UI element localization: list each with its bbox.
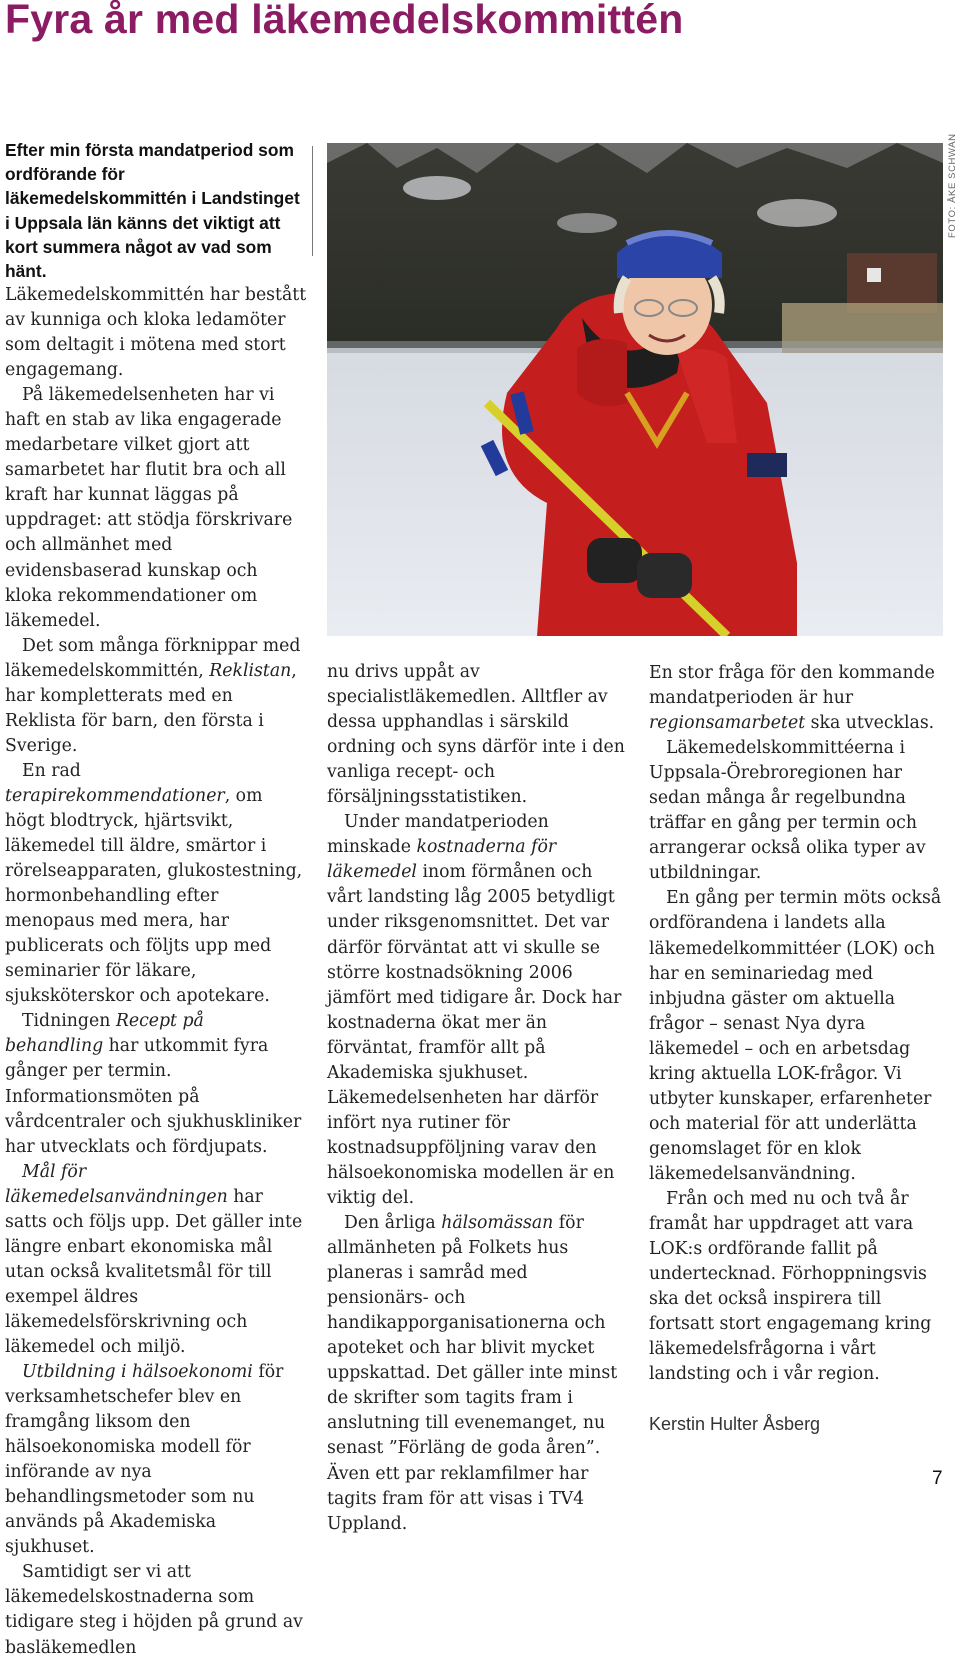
paragraph: En rad terapirekommendationer, om högt blodtryck, hjärtsvikt, läkemedel till äldre, smärtor i rörelseapparaten, glukostestning, hormonbehandling efter menopaus med mera, har publicerats och följts upp med seminarier för läkare, sjuksköterskor och apotekare.	[5, 760, 303, 1007]
body-column-1	[5, 283, 307, 1661]
paragraph: En stor fråga för den kommande mandatperioden är hur regionsamarbetet ska utvecklas.	[649, 663, 935, 734]
paragraph: Tidningen Recept på behandling har utkommit fyra gånger per termin. Informationsmöten på vårdcentraler och sjukhuskliniker har utvecklats och fördjupats.	[5, 1011, 302, 1157]
emphasis: Recept på behandling	[5, 1011, 204, 1057]
body-column-3	[649, 661, 947, 1387]
emphasis: Utbildning i hälsoekonomi	[22, 1362, 253, 1383]
article-ingress: Efter min första mandatperiod som ordförande för läkemedelskommittén i Landstinget i Uppsala län känns det viktigt att kort summera något av vad som hänt.	[5, 140, 300, 282]
body-column-2	[327, 660, 627, 1537]
photo-illustration	[327, 143, 943, 636]
emphasis: hälsomässan	[441, 1213, 554, 1234]
paragraph: Under mandatperioden minskade kostnaderna för läkemedel inom förmånen och vårt landsting låg 2005 betydligt under riksgenomsnittet. Det var därför förväntat att vi skulle se större kostnadsökning 2006 jämfört med tidigare år. Dock har kostnaderna ökat mer än förväntat, framför allt på Akademiska sjukhuset. Läkemedelsenheten har därför infört nya rutiner för kostnadsuppföljning varav den hälsoekonomiska modellen är en viktig del.	[327, 812, 622, 1208]
paragraph: Mål för läkemedelsanvändningen har satts och följs upp. Det gäller inte längre enbart ekonomiska mål utan också kvalitetsmål för till exempel äldres läkemedelsförskrivning och läkemedel och miljö.	[5, 1161, 303, 1357]
paragraph: nu drivs uppåt av specialistläkemedlen. Alltfler av dessa upphandlas i särskild ordning och syns därför inte i den vanliga recept- och försäljningsstatistiken.	[327, 662, 625, 808]
paragraph: Läkemedelskommittén har bestått av kunniga och kloka ledamöter som deltagit i mötena med stort engagemang.	[5, 285, 307, 381]
paragraph: En gång per termin möts också ordförandena i landets alla läkemedelkommittéer (LOK) och har en seminariedag med inbjudna gäster om aktuella frågor – senast Nya dyra läkemedel – och en arbetsdag kring aktuella LOK-frågor. Vi utbyter kunskaper, erfarenheter och material för att underlätta genomslaget för en klok läkemedelsanvändning.	[649, 888, 942, 1184]
emphasis: regionsamarbetet	[649, 713, 806, 734]
article-title: Fyra år med läkemedelskommittén	[5, 0, 684, 42]
paragraph: Det som många förknippar med läkemedelskommittén, Reklistan, har kompletterats med en Reklista för barn, den första i Sverige.	[5, 635, 301, 756]
paragraph: Läkemedelskommittéerna i Uppsala-Örebroregionen har sedan många år regelbundna träffar en gång per termin och arrangerar också olika typer av utbildningar.	[649, 738, 926, 884]
article-photo	[327, 143, 943, 636]
paragraph: Från och med nu och två år framåt har uppdraget att vara LOK:s ordförande fallit på undertecknad. Förhoppningsvis ska det också inspirera till fortsatt stort engagemang kring läkemedelsfrågorna i vårt landsting och i vår region.	[649, 1188, 932, 1385]
emphasis: kostnaderna för läkemedel	[327, 837, 557, 883]
emphasis: Mål för läkemedelsanvändningen	[5, 1161, 228, 1207]
emphasis: Reklistan	[209, 660, 292, 681]
author-signature: Kerstin Hulter Åsberg	[649, 1414, 821, 1434]
page-number: 7	[932, 1468, 943, 1489]
paragraph: Samtidigt ser vi att läkemedelskostnaderna som tidigare steg i höjden på grund av basläkemedlen	[5, 1562, 303, 1658]
paragraph: Den årliga hälsomässan för allmänheten på Folkets hus planeras i samråd med pensionärs- och handikapporganisationerna och apoteket och har blivit mycket uppskattad. Det gäller inte minst de skrifter som tagits fram i anslutning till evenemanget, nu senast ”Förläng de goda åren”. Även ett par reklamfilmer har tagits fram för att visas i TV4 Uppland.	[327, 1213, 618, 1534]
photo-credit: FOTO: ÅKE SCHWAN	[947, 133, 958, 238]
paragraph: På läkemedelsenheten har vi haft en stab av lika engagerade medarbetare vilket gjort att samarbetet har flutit bra och all kraft har kunnat läggas på uppdraget: att stödja förskrivare och allmänhet med evidensbaserad kunskap och kloka rekommendationer om läkemedel.	[5, 385, 293, 631]
paragraph: Utbildning i hälsoekonomi för verksamhetschefer blev en framgång liksom den hälsoekonomiska modell för införande av nya behandlingsmetoder som nu används på Akademiska sjukhuset.	[5, 1362, 284, 1558]
emphasis: terapirekommendationer	[5, 785, 225, 806]
column-divider	[312, 146, 313, 256]
